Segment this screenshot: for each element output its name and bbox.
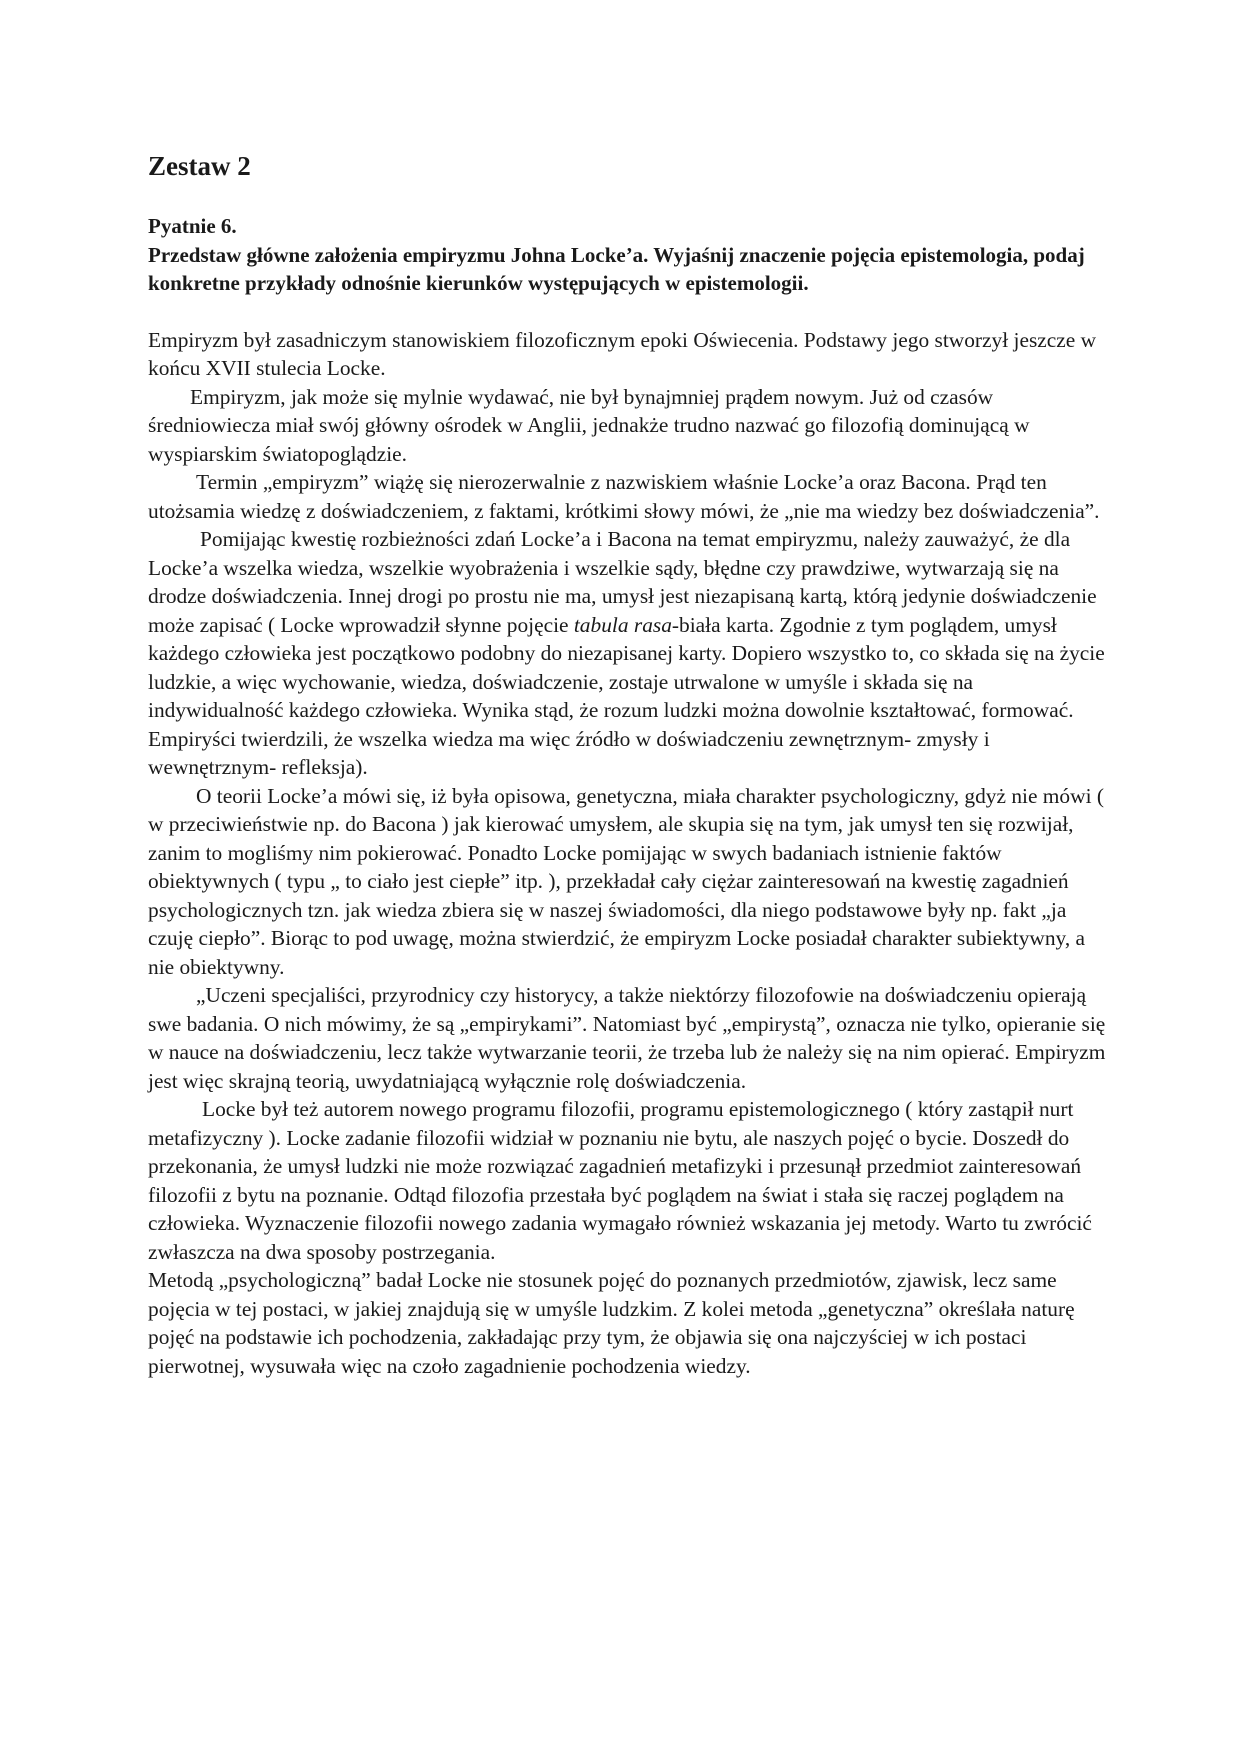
- question-block: [148, 212, 1108, 298]
- paragraph-3: Termin „empiryzm” wiążę się nierozerwalnie z nazwiskiem właśnie Locke’a oraz Bacona. Prąd ten utożsamia wiedzę z doświadczeniem, z faktami, krótkimi słowy mówi, że „nie ma wiedzy bez doświadczenia”.: [148, 470, 1100, 523]
- document-page: [148, 146, 1108, 1380]
- paragraph-4-text-before: Pomijając kwestię rozbieżności zdań Locke’a i Bacona na temat empiryzmu, należy zauważyć, że dla Locke’a wszelka wiedza, wszelkie wyobrażenia i wszelkie sądy, błędne czy prawdziwe, wytwarzają się na drodze doświadczenia. Innej drogi po prostu nie ma, umysł jest niezapisaną kartą, którą jedynie doświadczenie może zapisać ( Locke wprowadził słynne pojęcie: [148, 527, 1097, 637]
- paragraph-4: [148, 525, 1108, 782]
- question-text: Przedstaw główne założenia empiryzmu Johna Locke’a. Wyjaśnij znaczenie pojęcia epistemologia, podaj konkretne przykłady odnośnie kierunków występujących w epistemologii.: [148, 242, 1085, 295]
- paragraph-2: Empiryzm, jak może się mylnie wydawać, nie był bynajmniej prądem nowym. Już od czasów średniowiecza miał swój główny ośrodek w Anglii, jednakże trudno nazwać go filozofią dominującą w wyspiarskim światopoglądzie.: [148, 384, 1030, 466]
- paragraph-5: O teorii Locke’a mówi się, iż była opisowa, genetyczna, miała charakter psychologiczny, gdyż nie mówi ( w przeciwieństwie np. do Bacona ) jak kierować umysłem, ale skupia się na tym, jak umysł ten się rozwijał, zanim to mogliśmy nim pokierować. Ponadto Locke pomijając w swych badaniach istnienie faktów obiektywnych ( typu „ to ciało jest ciepłe” itp. ), przekładał cały ciężar zainteresowań na kwestię zagadnień psychologicznych tzn. jak wiedza zbiera się w naszej świadomości, dla niego podstawowe były np. fakt „ja czuję ciepło”. Biorąc to pod uwagę, można stwierdzić, że empiryzm Locke posiadał charakter subiektywny, a nie obiektywny.: [148, 783, 1104, 979]
- paragraph-6: „Uczeni specjaliści, przyrodnicy czy historycy, a także niektórzy filozofowie na doświadczeniu opierają swe badania. O nich mówimy, że są „empirykami”. Natomiast być „empirystą”, oznacza nie tylko, opieranie się w nauce na doświadczeniu, lecz także wytwarzanie teorii, że trzeba lub że należy się na nim opierać. Empiryzm jest więc skrajną teorią, uwydatniającą wyłącznie rolę doświadczenia.: [148, 983, 1106, 1093]
- question-label: Pyatnie 6.: [148, 214, 237, 238]
- paragraph-8: Metodą „psychologiczną” badał Locke nie stosunek pojęć do poznanych przedmiotów, zjawisk, lecz same pojęcia w tej postaci, w jakiej znajdują się w umyśle ludzkim. Z kolei metoda „genetyczna” określała naturę pojęć na podstawie ich pochodzenia, zakładając przy tym, że objawia się ona najczyściej w ich postaci pierwotnej, wysuwała więc na czoło zagadnienie pochodzenia wiedzy.: [148, 1268, 1075, 1378]
- paragraph-1: Empiryzm był zasadniczym stanowiskiem filozoficznym epoki Oświecenia. Podstawy jego stworzył jeszcze w końcu XVII stulecia Locke.: [148, 327, 1097, 380]
- paragraph-4-text-after: -biała karta. Zgodnie z tym poglądem, umysł każdego człowieka jest początkowo podobny do niezapisanej karty. Dopiero wszystko to, co składa się na życie ludzkie, a więc wychowanie, wiedza, doświadczenie, zostaje utrwalone w umyśle i składa się na indywidualność każdego człowieka. Wynika stąd, że rozum ludzki można dowolnie kształtować, formować. Empiryści twierdzili, że wszelka wiedza ma więc źródło w doświadczeniu zewnętrznym- zmysły i wewnętrznym- refleksja).: [148, 612, 1105, 779]
- essay-body: [148, 326, 1108, 1381]
- paragraph-7: Locke był też autorem nowego programu filozofii, programu epistemologicznego ( który zastąpił nurt metafizyczny ). Locke zadanie filozofii widział w poznaniu nie bytu, ale naszych pojęć o bycie. Doszedł do przekonania, że umysł ludzki nie może rozwiązać zagadnień metafizyki i przesunął przedmiot zainteresowań filozofii z bytu na poznanie. Odtąd filozofia przestała być poglądem na świat i stała się raczej poglądem na człowieka. Wyznaczenie filozofii nowego zadania wymagało również wskazania jej metody. Warto tu zwrócić zwłaszcza na dwa sposoby postrzegania.: [148, 1097, 1092, 1264]
- tabula-rasa-term: tabula rasa: [573, 612, 672, 637]
- document-title: Zestaw 2: [148, 151, 251, 181]
